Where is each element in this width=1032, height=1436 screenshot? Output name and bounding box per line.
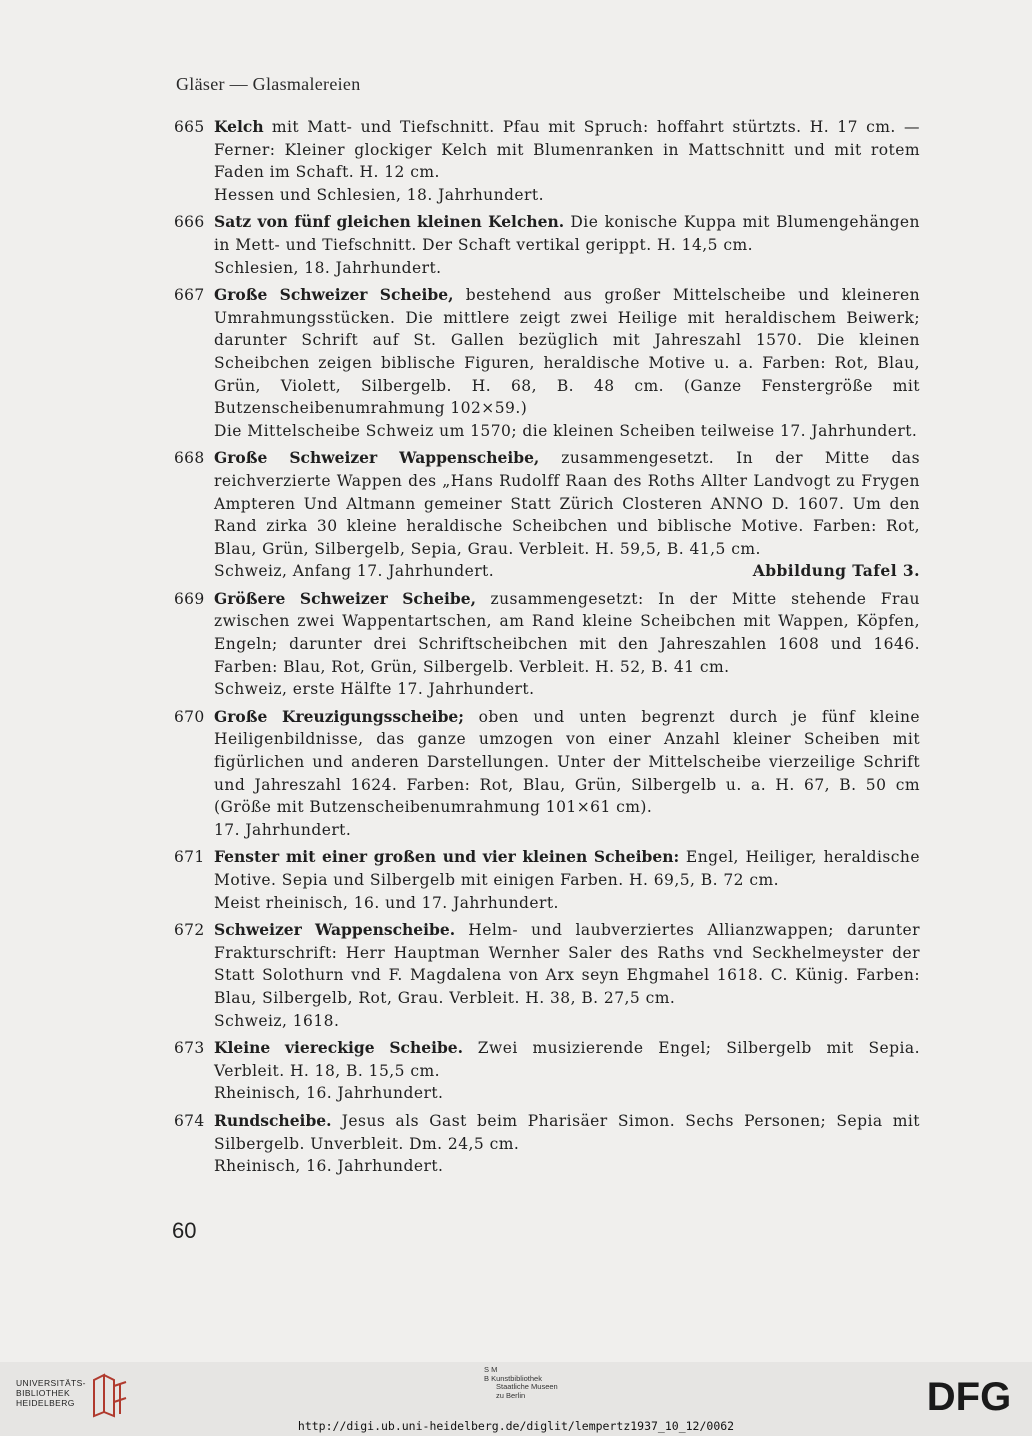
entry-description: zusammengesetzt: In der Mitte stehende Frau zwischen zwei Wappentartschen, am Rand kleine Scheibchen mit Wappen, Köpfen, Engeln; darunter drei Schriftscheibchen mit den Jahreszahlen 1608 und 1646. Farben: Blau, Rot, Grün, Silbergelb. Verbleit. H. 52, B. 41 cm.: [214, 589, 920, 676]
entry-note: Die Mittelscheibe Schweiz um 1570; die kleinen Scheiben teilweise 17. Jahrhundert.: [214, 421, 918, 440]
catalog-entry: [174, 919, 920, 1032]
entry-note: Schlesien, 18. Jahrhundert.: [214, 258, 442, 277]
plate-reference: Abbildung Tafel 3.: [752, 561, 920, 581]
stamp-line: zu Berlin: [496, 1390, 526, 1400]
entry-note: Schweiz, Anfang 17. Jahrhundert.: [214, 562, 495, 581]
catalog-entry: [174, 211, 920, 279]
university-line: BIBLIOTHEK: [16, 1388, 71, 1398]
entry-number: 670: [174, 707, 205, 726]
catalog-entry: [174, 447, 920, 583]
catalog-entries: [174, 116, 920, 1183]
university-line: HEIDELBERG: [16, 1398, 75, 1408]
entry-description: Zwei musizierende Engel; Silbergelb mit Sepia. Verbleit. H. 18, B. 15,5 cm.: [214, 1039, 920, 1080]
stamp-line: Staatliche Museen: [496, 1382, 558, 1392]
entry-title: Große Schweizer Wappenscheibe,: [214, 448, 540, 468]
library-stamp: [484, 1366, 558, 1400]
entry-number: 665: [174, 118, 205, 136]
entry-description: bestehend aus großer Mittelscheibe und kleineren Umrahmungsstücken. Die mittlere zeigt zwei Heilige mit heraldischem Beiwerk; darunter Schrift auf St. Gallen bezüglich mit Jahreszahl 1570. Die kleinen Scheibchen zeigen biblische Figuren, heraldische Motive u. a. Farben: Rot, Blau, Grün, Violett, Silbergelb. H. 68, B. 48 cm. (Ganze Fenstergröße mit Butzenscheibenumrahmung 102×59.): [214, 286, 920, 418]
entry-title: Rundscheibe.: [214, 1110, 332, 1130]
entry-description: oben und unten begrenzt durch je fünf kleine Heiligenbildnisse, das ganze umzogen von einer Anzahl kleiner Scheiben mit figürlichen und anderen Darstellungen. Unter der Mittelscheibe vierzeilige Schrift und Jahreszahl 1624. Farben: Rot, Blau, Grün, Silbergelb u. a. H. 67, B. 50 cm (Größe mit Butzenscheibenumrahmung 101×61 cm).: [214, 707, 921, 817]
entry-description: Engel, Heiliger, heraldische Motive. Sepia und Silbergelb mit einigen Farben. H. 69,5, B. 72 cm.: [214, 848, 920, 889]
entry-note: Rheinisch, 16. Jahrhundert.: [214, 1157, 444, 1176]
entry-title: Satz von fünf gleichen kleinen Kelchen.: [214, 212, 565, 232]
entry-number: 668: [174, 449, 205, 468]
stamp-line: B Kunstbibliothek: [484, 1373, 542, 1383]
entry-description: mit Matt- und Tiefschnitt. Pfau mit Spruch: hoffahrt stürtzts. H. 17 cm. — Ferner: Kleiner glockiger Kelch mit Blumenranken in Mattschnitt und mit rotem Faden im Schaft. H. 12 cm.: [214, 118, 920, 182]
catalog-entry: [174, 116, 920, 206]
entry-note: Hessen und Schlesien, 18. Jahrhundert.: [214, 185, 544, 204]
entry-title: Große Kreuzigungsscheibe;: [214, 706, 464, 726]
entry-title: Große Schweizer Scheibe,: [214, 285, 454, 305]
entry-title: Kelch: [214, 117, 264, 136]
catalog-entry: [174, 846, 920, 914]
entry-description: Helm- und laubverziertes Allianzwappen; darunter Frakturschrift: Herr Hauptman Wernher Saler des Raths vnd Seckhelmeyster der Statt Solothurn vnd F. Magdalena von Arx seyn Ehgmahel 1618. C. Künig. Farben: Blau, Silbergelb, Rot, Grau. Verbleit. H. 38, B. 27,5 cm.: [214, 921, 920, 1007]
entry-description: Die konische Kuppa mit Blumengehängen in Mett- und Tiefschnitt. Der Schaft vertikal gerippt. H. 14,5 cm.: [214, 213, 920, 254]
digitization-footer: [0, 1362, 1032, 1436]
entry-note: Schweiz, 1618.: [214, 1011, 340, 1030]
entry-description: zusammengesetzt. In der Mitte das reichverzierte Wappen des „Hans Rudolff Raan des Roths Allter Landvogt zu Frygen Ampteren Und Altmann gemeiner Statt Zürich Closteren ANNO D. 1607. Um den Rand zirka 30 kleine heraldische Scheibchen und biblische Motive. Farben: Rot, Blau, Grün, Silbergelb, Sepia, Grau. Verbleit. H. 59,5, B. 41,5 cm.: [214, 449, 921, 558]
entry-title: Fenster mit einer großen und vier kleinen Scheiben:: [214, 847, 680, 867]
entry-note: Schweiz, erste Hälfte 17. Jahrhundert.: [214, 680, 535, 699]
entry-number: 667: [174, 286, 205, 305]
entry-number: 673: [174, 1039, 205, 1058]
catalog-entry: [174, 588, 920, 701]
entry-title: Größere Schweizer Scheibe,: [214, 588, 476, 608]
catalog-entry: [174, 706, 920, 842]
stamp-line: S M: [484, 1365, 498, 1374]
entry-note: Rheinisch, 16. Jahrhundert.: [214, 1084, 444, 1103]
dfg-logo-text: DFG: [926, 1376, 1012, 1416]
page-number: 60: [172, 1218, 197, 1243]
catalog-entry: [174, 284, 920, 442]
entry-number: 672: [174, 921, 205, 940]
entry-description: Jesus als Gast beim Pharisäer Simon. Sechs Personen; Sepia mit Silbergelb. Unverbleit. Dm. 24,5 cm.: [214, 1111, 920, 1153]
running-head: Gläser — Glasmalereien: [176, 74, 361, 94]
university-logo-icon[interactable]: [90, 1372, 130, 1418]
entry-title: Kleine viereckige Scheibe.: [214, 1038, 464, 1058]
university-line: UNIVERSITÄTS-: [16, 1378, 86, 1388]
source-url-link[interactable]: http://digi.ub.uni-heidelberg.de/diglit/lempertz1937_10_12/0062: [297, 1419, 735, 1433]
entry-title: Schweizer Wappenscheibe.: [214, 920, 456, 940]
entry-note: 17. Jahrhundert.: [214, 820, 352, 839]
dfg-logo-icon[interactable]: [918, 1376, 1020, 1416]
entry-number: 669: [174, 589, 205, 608]
entry-number: 666: [174, 213, 205, 232]
catalog-entry: [174, 1110, 920, 1178]
entry-note: Meist rheinisch, 16. und 17. Jahrhundert.: [214, 893, 559, 912]
entry-number: 671: [174, 848, 205, 867]
entry-number: 674: [174, 1111, 205, 1130]
catalog-entry: [174, 1037, 920, 1105]
university-label[interactable]: [16, 1378, 86, 1408]
